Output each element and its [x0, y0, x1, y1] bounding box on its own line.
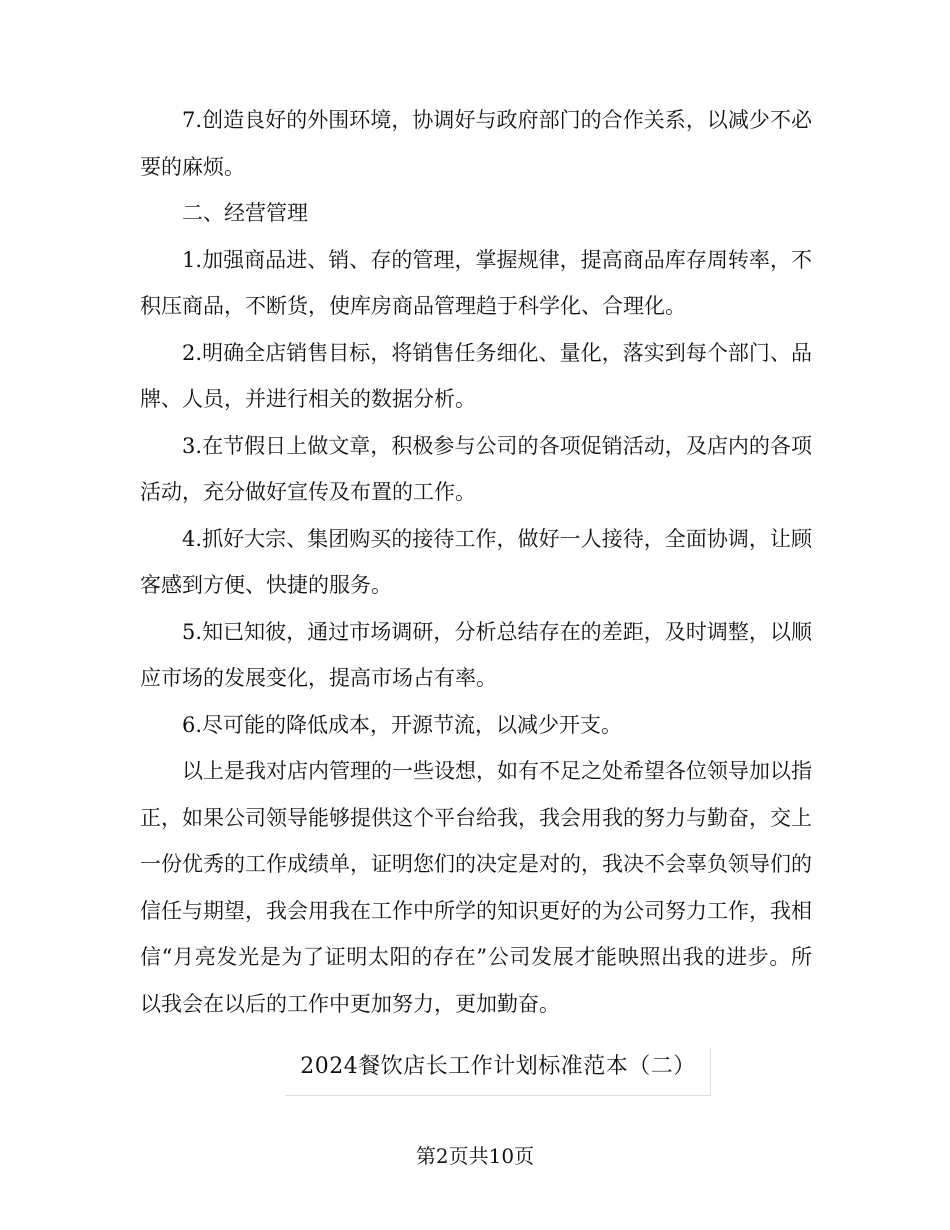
paragraph-item-5: 5.知已知彼，通过市场调研，分析总结存在的差距，及时调整，以顺应市场的发展变化，提高市场占有率。: [140, 619, 812, 690]
section-title-box: [285, 1048, 711, 1096]
section-heading-business-management: 二、经营管理: [182, 201, 308, 225]
paragraph-item-1: 1.加强商品进、销、存的管理，掌握规律，提高商品库存周转率，不积压商品，不断货，使库房商品管理趋于科学化、合理化。: [140, 247, 812, 318]
section-title: 2024餐饮店长工作计划标准范本（二）: [300, 1054, 696, 1079]
paragraph-item-3: 3.在节假日上做文章，积极参与公司的各项促销活动，及店内的各项活动，充分做好宣传及布置的工作。: [140, 433, 812, 504]
paragraph-item-6: 6.尽可能的降低成本，开源节流，以减少开支。: [182, 712, 623, 737]
paragraph-item-2: 2.明确全店销售目标，将销售任务细化、量化，落实到每个部门、品牌、人员，并进行相关的数据分析。: [140, 340, 812, 411]
paragraph-item-7: 7.创造良好的外围环境，协调好与政府部门的合作关系，以减少不必要的麻烦。: [140, 108, 812, 179]
paragraph-item-4: 4.抓好大宗、集团购买的接待工作，做好一人接待，全面协调，让顾客感到方便、快捷的服务。: [140, 526, 812, 597]
document-body: [140, 97, 812, 1027]
paragraph-conclusion: 以上是我对店内管理的一些设想，如有不足之处希望各位领导加以指正，如果公司领导能够提供这个平台给我，我会用我的努力与勤奋，交上一份优秀的工作成绩单，证明您们的决定是对的，我决不会辜负领导们的信任与期望，我会用我在工作中所学的知识更好的为公司努力工作，我相信“月亮发光是为了证明太阳的存在”公司发展才能映照出我的进步。所以我会在以后的工作中更加努力，更加勤奋。: [140, 759, 812, 1016]
page-number-footer: 第2页共10页: [415, 1144, 535, 1168]
